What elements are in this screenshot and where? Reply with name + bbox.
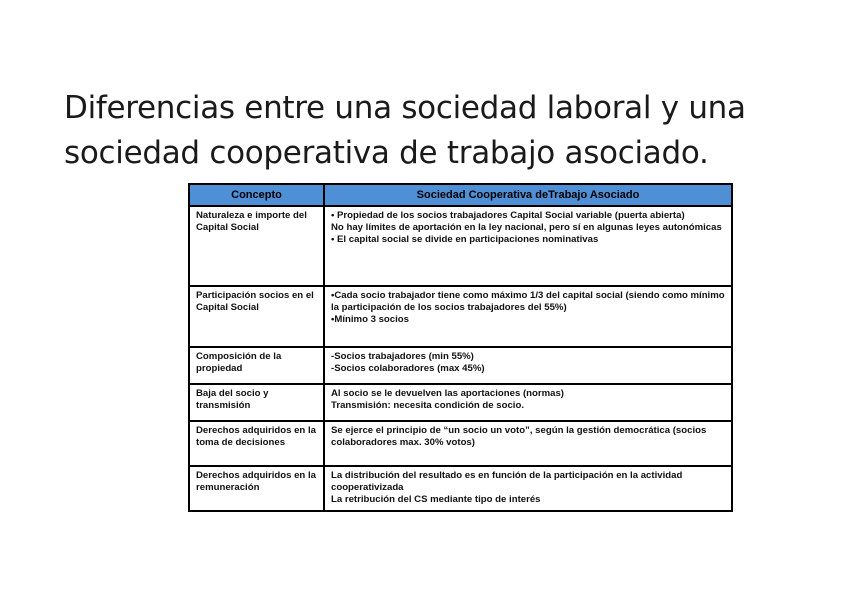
row-description-participacion: [324, 286, 732, 347]
description-line: • Propiedad de los socios trabajadores Capital Social variable (puerta abierta): [331, 210, 685, 221]
row-description-decisiones: [324, 421, 732, 466]
comparison-table: [188, 183, 733, 512]
row-description-remuneracion: [324, 466, 732, 511]
description-line: -Socios colaboradores (max 45%): [331, 363, 485, 374]
table-row: [189, 421, 732, 466]
table-header-row: [189, 184, 732, 206]
comparison-table-container: [188, 183, 731, 512]
table-row: [189, 347, 732, 384]
row-concept-participacion: Participación socios en el Capital Social: [189, 286, 324, 347]
description-line: La distribución del resultado es en función de la participación en la actividad cooperativizada: [331, 470, 683, 493]
row-concept-decisiones: Derechos adquiridos en la toma de decisiones: [189, 421, 324, 466]
row-description-naturaleza: [324, 206, 732, 286]
table-row: [189, 286, 732, 347]
description-line: La retribución del CS mediante tipo de interés: [331, 494, 541, 505]
table-row: [189, 466, 732, 511]
table-row: [189, 384, 732, 421]
description-line: No hay límites de aportación en la ley nacional, pero sí en algunas leyes autonómicas: [331, 222, 722, 233]
description-line: •Mínimo 3 socios: [331, 314, 409, 325]
slide-title: Diferencias entre una sociedad laboral y una sociedad cooperativa de trabajo asociado.: [64, 90, 746, 171]
row-concept-naturaleza: Naturaleza e importe del Capital Social: [189, 206, 324, 286]
header-concepto: Concepto: [189, 184, 324, 206]
row-concept-baja: Baja del socio y transmisión: [189, 384, 324, 421]
description-line: -Socios trabajadores (min 55%): [331, 351, 474, 362]
description-line: •Cada socio trabajador tiene como máximo 1/3 del capital social (siendo como mínimo la participación de los socios trabajadores del 55%): [331, 290, 725, 313]
row-concept-remuneracion: Derechos adquiridos en la remuneración: [189, 466, 324, 511]
table-row: [189, 206, 732, 286]
header-sociedad-cooperativa: Sociedad Cooperativa deTrabajo Asociado: [324, 184, 732, 206]
row-concept-composicion: Composición de la propiedad: [189, 347, 324, 384]
description-line: Al socio se le devuelven las aportaciones (normas): [331, 388, 564, 399]
description-line: • El capital social se divide en participaciones nominativas: [331, 234, 599, 245]
row-description-composicion: [324, 347, 732, 384]
description-line: Transmisión: necesita condición de socio.: [331, 400, 524, 411]
row-description-baja: [324, 384, 732, 421]
description-line: Se ejerce el principio de “un socio un voto”, según la gestión democrática (socios colaboradores max. 30% votos): [331, 425, 707, 448]
